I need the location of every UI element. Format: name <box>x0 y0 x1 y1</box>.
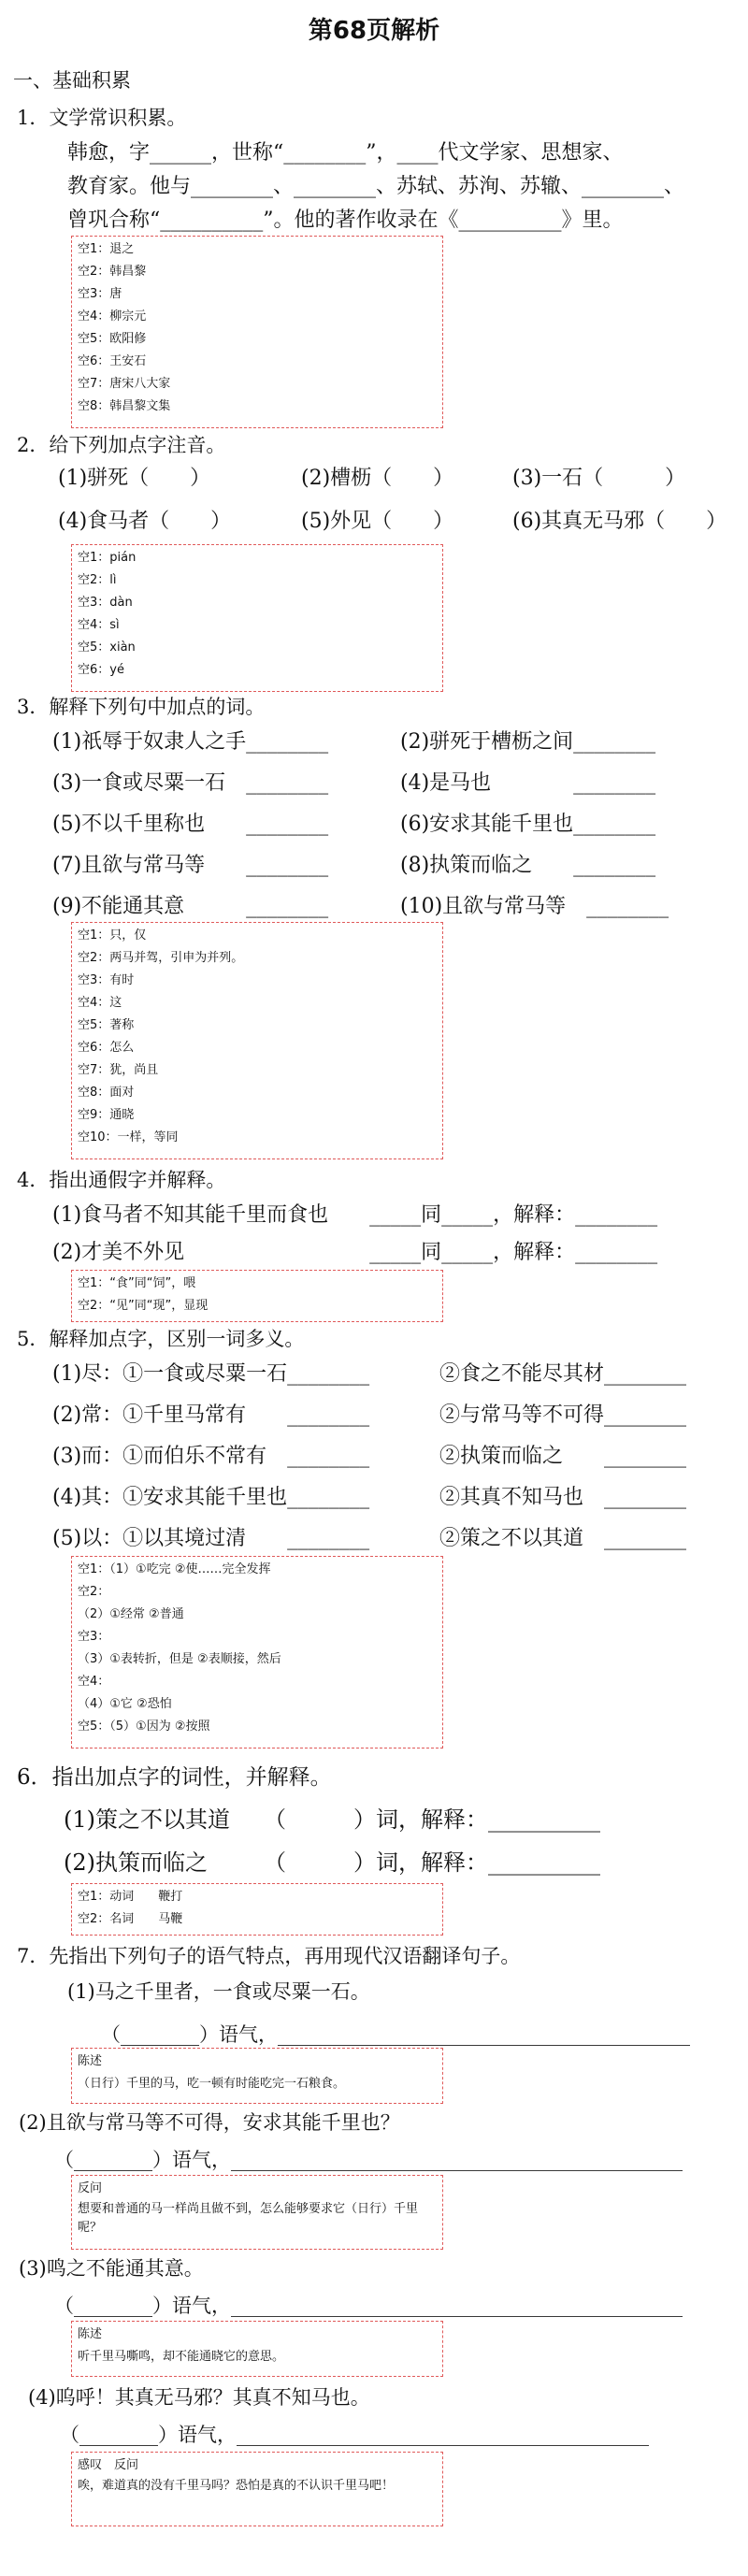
q3-item-6: (6)安求其能千里也________ <box>400 813 656 836</box>
answer-8: 空8：韩昌黎文集 <box>78 399 171 413</box>
answer-tone-4: 感叹 反问 <box>78 2458 139 2472</box>
answer-10: 空10：一样，等同 <box>78 1130 179 1144</box>
q7-answer-box-3 <box>71 2321 443 2377</box>
q7-blank-2: （________）语气，______________________________________________ <box>54 2149 683 2171</box>
q3-item-2: (2)骈死于槽枥之间________ <box>400 730 656 754</box>
q3-item-10: (10)且欲与常马等 ________ <box>400 895 669 918</box>
q3-item-8: (8)执策而临之 ________ <box>400 854 656 877</box>
answer-5: 空5：欧阳修 <box>78 332 147 346</box>
answer-1: 空1：只，仅 <box>78 928 147 943</box>
answer-2: 空2：lì <box>78 573 117 587</box>
answer-tone-2: 反问 <box>78 2181 103 2195</box>
q2-item-5: (5)外见（ ） <box>301 510 454 533</box>
q2-answer-box <box>71 544 443 692</box>
answer-3: 空3： <box>78 1630 110 1644</box>
q1-line3: 曾巩合称“__________”。他的著作收录在《__________》里。 <box>67 209 624 232</box>
q5-item-4a: (4)其：①安求其能千里也________ <box>52 1486 370 1509</box>
q7-sentence-3: (3)鸣之不能通其意。 <box>19 2257 204 2280</box>
q4-heading: 4．指出通假字并解释。 <box>17 1169 226 1191</box>
q7-blank-3: （________）语气，______________________________________________ <box>54 2295 683 2317</box>
answer-2-text: （2）①经常 ②普通 <box>78 1607 184 1621</box>
q7-answer-box-4 <box>71 2452 443 2526</box>
q4-item-1: (1)食马者不知其能千里而食也 _____同_____，解释：________ <box>52 1203 658 1227</box>
q3-answer-box <box>71 922 443 1159</box>
q2-item-4: (4)食马者（ ） <box>58 510 232 533</box>
q5-item-3b: ②执策而临之 ________ <box>439 1445 687 1468</box>
q5-item-4b: ②其真不知马也 ________ <box>439 1486 687 1509</box>
q3-item-5: (5)不以千里称也 ________ <box>52 813 329 836</box>
q5-item-1b: ②食之不能尽其材________ <box>439 1362 687 1386</box>
section-heading: 一、基础积累 <box>13 69 131 92</box>
answer-2: 空2：两马并驾，引申为并列。 <box>78 951 244 965</box>
q2-item-2: (2)槽枥（ ） <box>301 467 454 490</box>
q7-blank-1: （________）语气，__________________________________________ <box>101 2023 690 2046</box>
answer-translation-3: 听千里马嘶鸣，却不能通晓它的意思。 <box>78 2350 285 2364</box>
q7-sentence-2: (2)且欲与常马等不可得，安求其能千里也？ <box>19 2111 400 2134</box>
q1-line2: 教育家。他与________、________、苏轼、苏洵、苏辙、________、 <box>67 175 685 198</box>
answer-7: 空7：唐宋八大家 <box>78 377 171 391</box>
answer-4: 空4： <box>78 1675 110 1689</box>
answer-1: 空1：（1）①吃完 ②使……完全发挥 <box>78 1562 271 1576</box>
answer-translation-2: 想要和普通的马一样尚且做不到，怎么能够要求它（日行）千里呢？ <box>78 2202 419 2235</box>
answer-5: 空5：著称 <box>78 1018 135 1032</box>
answer-3: 空3：dàn <box>78 596 133 610</box>
answer-3-text: （3）①表转折，但是 ②表顺接，然后 <box>78 1652 281 1666</box>
answer-5: 空5：xiàn <box>78 640 136 655</box>
answer-2: 空2：“见”同“现”，显现 <box>78 1299 209 1313</box>
q5-item-2b: ②与常马等不可得________ <box>439 1403 687 1427</box>
q3-item-1: (1)祇辱于奴隶人之手________ <box>52 730 329 754</box>
answer-2: 空2：韩昌黎 <box>78 265 147 279</box>
answer-7: 空7：犹，尚且 <box>78 1063 159 1077</box>
q6-item-2: (2)执策而临之 （ ）词，解释：__________ <box>64 1849 600 1876</box>
answer-3: 空3：唐 <box>78 287 122 301</box>
answer-6: 空6：怎么 <box>78 1041 135 1055</box>
q7-blank-4: （________）语气，__________________________________________ <box>60 2424 649 2446</box>
q3-item-9: (9)不能通其意 ________ <box>52 895 329 918</box>
q7-sentence-4: (4)呜呼！其真无马邪？其真不知马也。 <box>28 2386 370 2409</box>
q7-heading: 7．先指出下列句子的语气特点，再用现代汉语翻译句子。 <box>17 1945 521 1967</box>
q3-item-4: (4)是马也 ________ <box>400 771 656 795</box>
q4-answer-box <box>71 1270 443 1322</box>
answer-tone-3: 陈述 <box>78 2327 103 2341</box>
q6-heading: 6．指出加点字的词性，并解释。 <box>17 1765 332 1790</box>
q3-item-3: (3)一食或尽粟一石 ________ <box>52 771 329 795</box>
answer-1: 空1：退之 <box>78 242 135 256</box>
answer-1: 空1：动词 鞭打 <box>78 1890 183 1904</box>
answer-4: 空4：柳宗元 <box>78 309 147 324</box>
q4-item-2: (2)才美不外见 _____同_____，解释：________ <box>52 1241 658 1264</box>
answer-3: 空3：有时 <box>78 973 135 987</box>
answer-2: 空2：名词 马鞭 <box>78 1912 183 1926</box>
q7-answer-box-2 <box>71 2175 443 2250</box>
q1-answer-box <box>71 236 443 428</box>
answer-1: 空1：pián <box>78 551 137 565</box>
q3-item-7: (7)且欲与常马等 ________ <box>52 854 329 877</box>
q2-item-3: (3)一石（ ） <box>512 467 686 490</box>
q5-item-5a: (5)以：①以其境过清 ________ <box>52 1527 370 1550</box>
q5-item-3a: (3)而：①而伯乐不常有 ________ <box>52 1445 370 1468</box>
answer-8: 空8：面对 <box>78 1086 135 1100</box>
answer-4: 空4：sì <box>78 618 120 632</box>
q5-item-1a: (1)尽：①一食或尽粟一石________ <box>52 1362 370 1386</box>
answer-6: 空6：王安石 <box>78 354 147 368</box>
answer-translation-1: （日行）千里的马，吃一顿有时能吃完一石粮食。 <box>78 2077 346 2091</box>
q2-item-1: (1)骈死（ ） <box>58 467 211 490</box>
answer-4-text: （4）①它 ②恐怕 <box>78 1697 172 1711</box>
q5-heading: 5．解释加点字，区别一词多义。 <box>17 1328 305 1350</box>
answer-tone-1: 陈述 <box>78 2054 103 2068</box>
q5-answer-box <box>71 1556 443 1749</box>
q5-item-5b: ②策之不以其道 ________ <box>439 1527 687 1550</box>
q2-item-6: (6)其真无马邪（ ） <box>512 510 727 533</box>
answer-5: 空5：（5）①因为 ②按照 <box>78 1720 210 1734</box>
page-title: 第68页解析 <box>308 17 440 45</box>
q7-answer-box-1 <box>71 2048 443 2104</box>
q2-heading: 2．给下列加点字注音。 <box>17 434 226 456</box>
q6-item-1: (1)策之不以其道 （ ）词，解释：__________ <box>64 1806 600 1833</box>
answer-2: 空2： <box>78 1585 110 1599</box>
q5-item-2a: (2)常：①千里马常有 ________ <box>52 1403 370 1427</box>
q1-heading: 1．文学常识积累。 <box>17 107 187 129</box>
answer-9: 空9：通晓 <box>78 1108 135 1122</box>
q7-sentence-1: (1)马之千里者，一食或尽粟一石。 <box>67 1980 370 2003</box>
q1-line1: 韩愈，字______，世称“________”，____代文学家、思想家、 <box>67 141 624 165</box>
answer-translation-4: 唉，难道真的没有千里马吗？恐怕是真的不认识千里马吧！ <box>78 2479 395 2493</box>
q3-heading: 3．解释下列句中加点的词。 <box>17 696 266 718</box>
answer-1: 空1：“食”同“饲”，喂 <box>78 1276 196 1290</box>
q6-answer-box <box>71 1883 443 1936</box>
answer-4: 空4：这 <box>78 996 122 1010</box>
answer-6: 空6：yé <box>78 663 124 677</box>
